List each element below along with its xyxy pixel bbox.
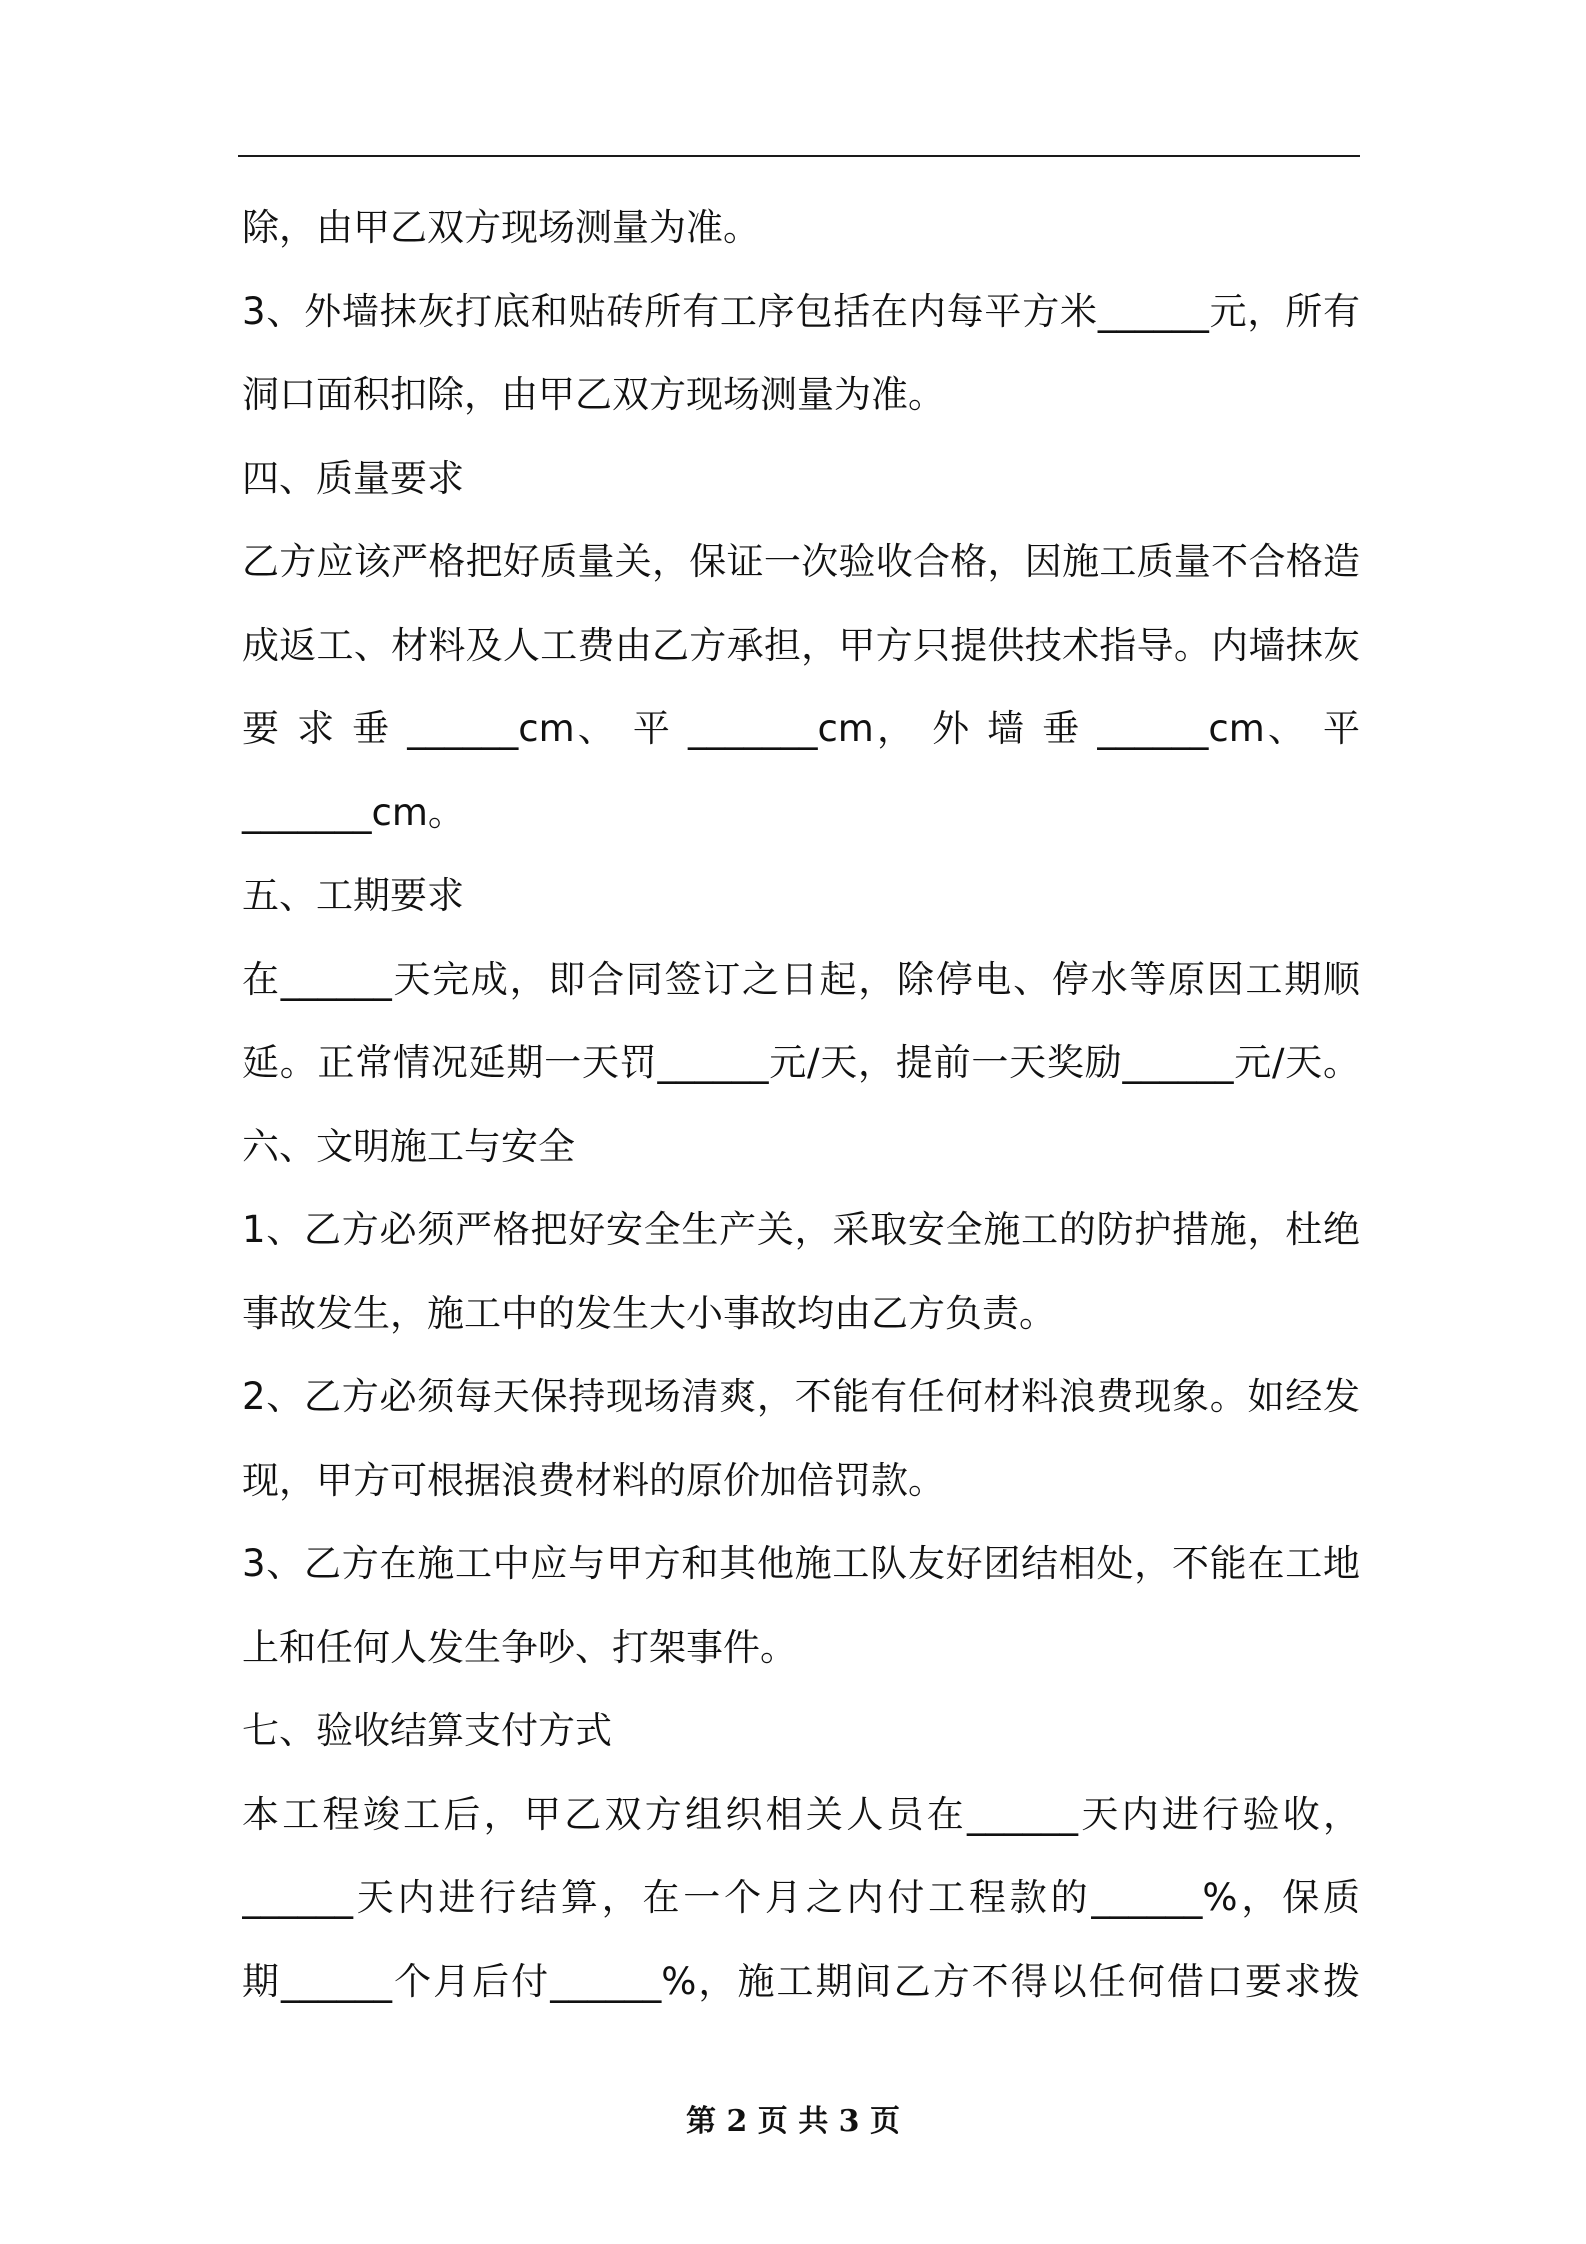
- header-rule: [238, 155, 1360, 157]
- text-line: 要 求 垂 ______cm、 平 _______cm， 外 墙 垂 ______cm、 平: [242, 707, 1360, 750]
- text-line: _______cm。: [242, 790, 465, 834]
- section-heading-acceptance: 七、验收结算支付方式: [242, 1709, 612, 1752]
- text-line: 期______个月后付______%，施工期间乙方不得以任何借口要求拨: [242, 1959, 1360, 2003]
- text-line: 延。正常情况延期一天罚______元/天，提前一天奖励______元/天。: [242, 1041, 1360, 1084]
- section-heading-safety: 六、文明施工与安全: [242, 1124, 575, 1168]
- page-number-footer: 第 2 页 共 3 页: [686, 2104, 900, 2139]
- text-line: 洞口面积扣除，由甲乙双方现场测量为准。: [242, 373, 945, 416]
- text-line: 2、乙方必须每天保持现场清爽，不能有任何材料浪费现象。如经发: [242, 1375, 1360, 1418]
- text-line: ______天内进行结算，在一个月之内付工程款的______%，保质: [242, 1876, 1360, 1919]
- text-line: 乙方应该严格把好质量关，保证一次验收合格，因施工质量不合格造: [242, 540, 1360, 583]
- text-line: 3、外墙抹灰打底和贴砖所有工序包括在内每平方米______元，所有: [242, 289, 1360, 333]
- text-line: 现，甲方可根据浪费材料的原价加倍罚款。: [242, 1458, 945, 1502]
- text-line: 在______天完成，即合同签订之日起，除停电、停水等原因工期顺: [242, 957, 1360, 1001]
- text-line: 1、乙方必须严格把好安全生产关，采取安全施工的防护措施，杜绝: [242, 1208, 1360, 1251]
- section-heading-quality: 四、质量要求: [242, 456, 464, 500]
- text-line: 本工程竣工后，甲乙双方组织相关人员在______天内进行验收，: [242, 1792, 1360, 1836]
- text-line: 上和任何人发生争吵、打架事件。: [242, 1625, 797, 1669]
- text-line: 事故发生，施工中的发生大小事故均由乙方负责。: [242, 1291, 1056, 1335]
- text-line: 成返工、材料及人工费由乙方承担，甲方只提供技术指导。内墙抹灰: [242, 623, 1360, 667]
- document-body: [242, 198, 1360, 2035]
- text-line: 3、乙方在施工中应与甲方和其他施工队友好团结相处，不能在工地: [242, 1542, 1360, 1585]
- text-line: 除，由甲乙双方现场测量为准。: [242, 206, 760, 249]
- section-heading-schedule: 五、工期要求: [242, 874, 464, 917]
